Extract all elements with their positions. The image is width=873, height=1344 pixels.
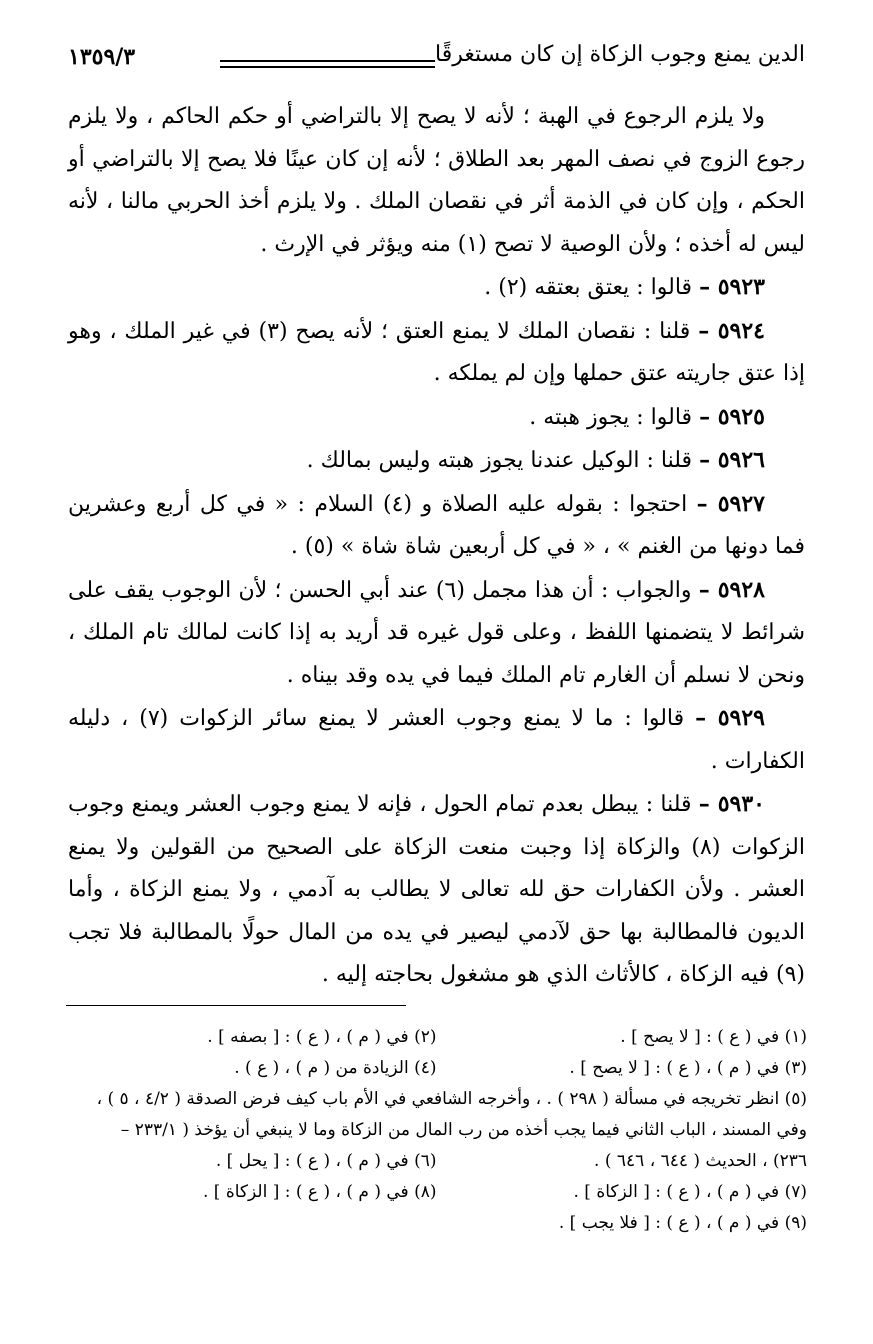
paragraph <box>68 783 805 997</box>
paragraph-text: قلنا : نقصان الملك لا يمنع العتق ؛ لأنه يصح (٣) في غير الملك ، وهو إذا عتق جاريته عتق حملها وإن لم يملكه . <box>68 318 805 386</box>
footnote-8: (٨) في ( م ) ، ( ع ) : [ الزكاة ] . <box>202 1182 437 1202</box>
paragraph-number: ٥٩٢٩ – <box>695 705 765 731</box>
paragraph-number: ٥٩٢٦ – <box>699 447 765 473</box>
paragraph-text: قالوا : ما لا يمنع وجوب العشر لا يمنع سائر الزكوات (٧) ، دليله الكفارات . <box>68 706 805 774</box>
paragraph-number: ٥٩٢٣ – <box>699 274 765 300</box>
paragraph-text: ولا يلزم الرجوع في الهبة ؛ لأنه لا يصح إلا بالتراضي أو حكم الحاكم ، ولا يلزم رجوع الزوج في نصف المهر بعد الطلاق ؛ لأنه إن كان عينًا فلا يصح إلا بالتراضي أو الحكم ، وإن كان في الذمة أثر في نقصان الملك . ولا يلزم أخذ الحربي مالنا ، لأنه ليس له أخذه ؛ ولأن الوصية لا تصح (١) منه ويؤثر في الإرث . <box>68 104 805 257</box>
paragraph-number: ٥٩٢٤ – <box>698 317 765 344</box>
paragraph <box>68 697 805 783</box>
page-number: ١٣٥٩/٣ <box>68 44 136 70</box>
paragraph <box>68 483 805 569</box>
paragraph <box>68 396 805 440</box>
paragraph <box>68 439 805 483</box>
footnote-row <box>66 1053 807 1084</box>
footnote-3: (٣) في ( م ) ، ( ع ) : [ لا يصح ] . <box>569 1058 807 1078</box>
footnote-1: (١) في ( ع ) : [ لا يصح ] . <box>620 1027 807 1047</box>
footnote-5-line-2: وفي المسند ، الباب الثاني فيما يجب أخذه من رب المال من الزكاة وما لا ينبغي أن يؤخذ ( ٢٣٣/١ – <box>120 1120 807 1140</box>
footnote-2: (٢) في ( م ) ، ( ع ) : [ بصفه ] . <box>207 1027 437 1047</box>
paragraph-text: قلنا : الوكيل عندنا يجوز هبته وليس بمالك . <box>306 448 693 473</box>
footnote-5-line-1: (٥) انظر تخريجه في مسألة ( ٢٩٨ ) . ، وأخرجه الشافعي في الأم باب كيف فرض الصدقة ( ٤/٢ ، ٥ ) ، <box>96 1089 807 1109</box>
paragraph <box>68 96 805 266</box>
paragraph <box>68 310 805 396</box>
header-double-rule <box>220 60 435 68</box>
footnote-row <box>66 1177 807 1208</box>
paragraph-text: قلنا : يبطل بعدم تمام الحول ، فإنه لا يمنع وجوب العشر ويمنع وجوب الزكوات (٨) والزكاة إذا وجبت منعت الزكاة على الصحيح من القولين ولا يمنع العشر . ولأن الكفارات حق لله تعالى لا يطالب به آدمي ، ولا يمنع الزكاة ، وأما الديون فالمطالبة بها حق لآدمي ليصير في يده من المال حولًا بالمطالبة فلا تجب (٩) فيه الزكاة ، كالأثاث الذي هو مشغول بحاجته إليه . <box>68 792 805 987</box>
footnote-9: (٩) في ( م ) ، ( ع ) : [ فلا يجب ] . <box>558 1213 807 1233</box>
paragraph-number: ٥٩٢٨ – <box>698 576 765 603</box>
paragraph-text: قالوا : يجوز هبته . <box>529 404 693 430</box>
footnote-7: (٧) في ( م ) ، ( ع ) : [ الزكاة ] . <box>573 1182 807 1202</box>
footnotes <box>66 1022 807 1239</box>
footnote-separator <box>66 1005 406 1006</box>
main-text <box>68 96 805 997</box>
paragraph <box>68 569 805 698</box>
footnote-row <box>66 1146 807 1177</box>
footnote-row <box>66 1022 807 1053</box>
page-header <box>68 40 805 86</box>
paragraph-text: والجواب : أن هذا مجمل (٦) عند أبي الحسن ؛ لأن الوجوب يقف على شرائط لا يتضمنها اللفظ ، وعلى قول غيره قد أريد به إذا كانت لمالك تام الملك ، ونحن لا نسلم أن الغارم تام الملك فيما في يده وقد بيناه . <box>68 577 805 688</box>
footnote-5-line-3: ٢٣٦) ، الحديث ( ٦٤٤ ، ٦٤٦ ) . <box>594 1151 807 1171</box>
running-title: الدين يمنع وجوب الزكاة إن كان مستغرقًا <box>435 42 805 67</box>
footnote-4: (٤) الزيادة من ( م ) ، ( ع ) . <box>234 1058 437 1078</box>
paragraph-number: ٥٩٣٠ – <box>698 791 765 817</box>
paragraph-number: ٥٩٢٧ – <box>696 490 765 517</box>
paragraph-text: قالوا : يعتق بعتقه (٢) . <box>484 275 693 300</box>
paragraph-text: احتجوا : بقوله عليه الصلاة و (٤) السلام : « في كل أربع وعشرين فما دونها من الغنم » ، « في كل أربعين شاة شاة » (٥) . <box>68 491 805 559</box>
footnote-6: (٦) في ( م ) ، ( ع ) : [ يحل ] . <box>215 1151 437 1171</box>
paragraph-number: ٥٩٢٥ – <box>699 403 765 430</box>
paragraph <box>68 266 805 310</box>
footnote-row <box>66 1208 807 1239</box>
